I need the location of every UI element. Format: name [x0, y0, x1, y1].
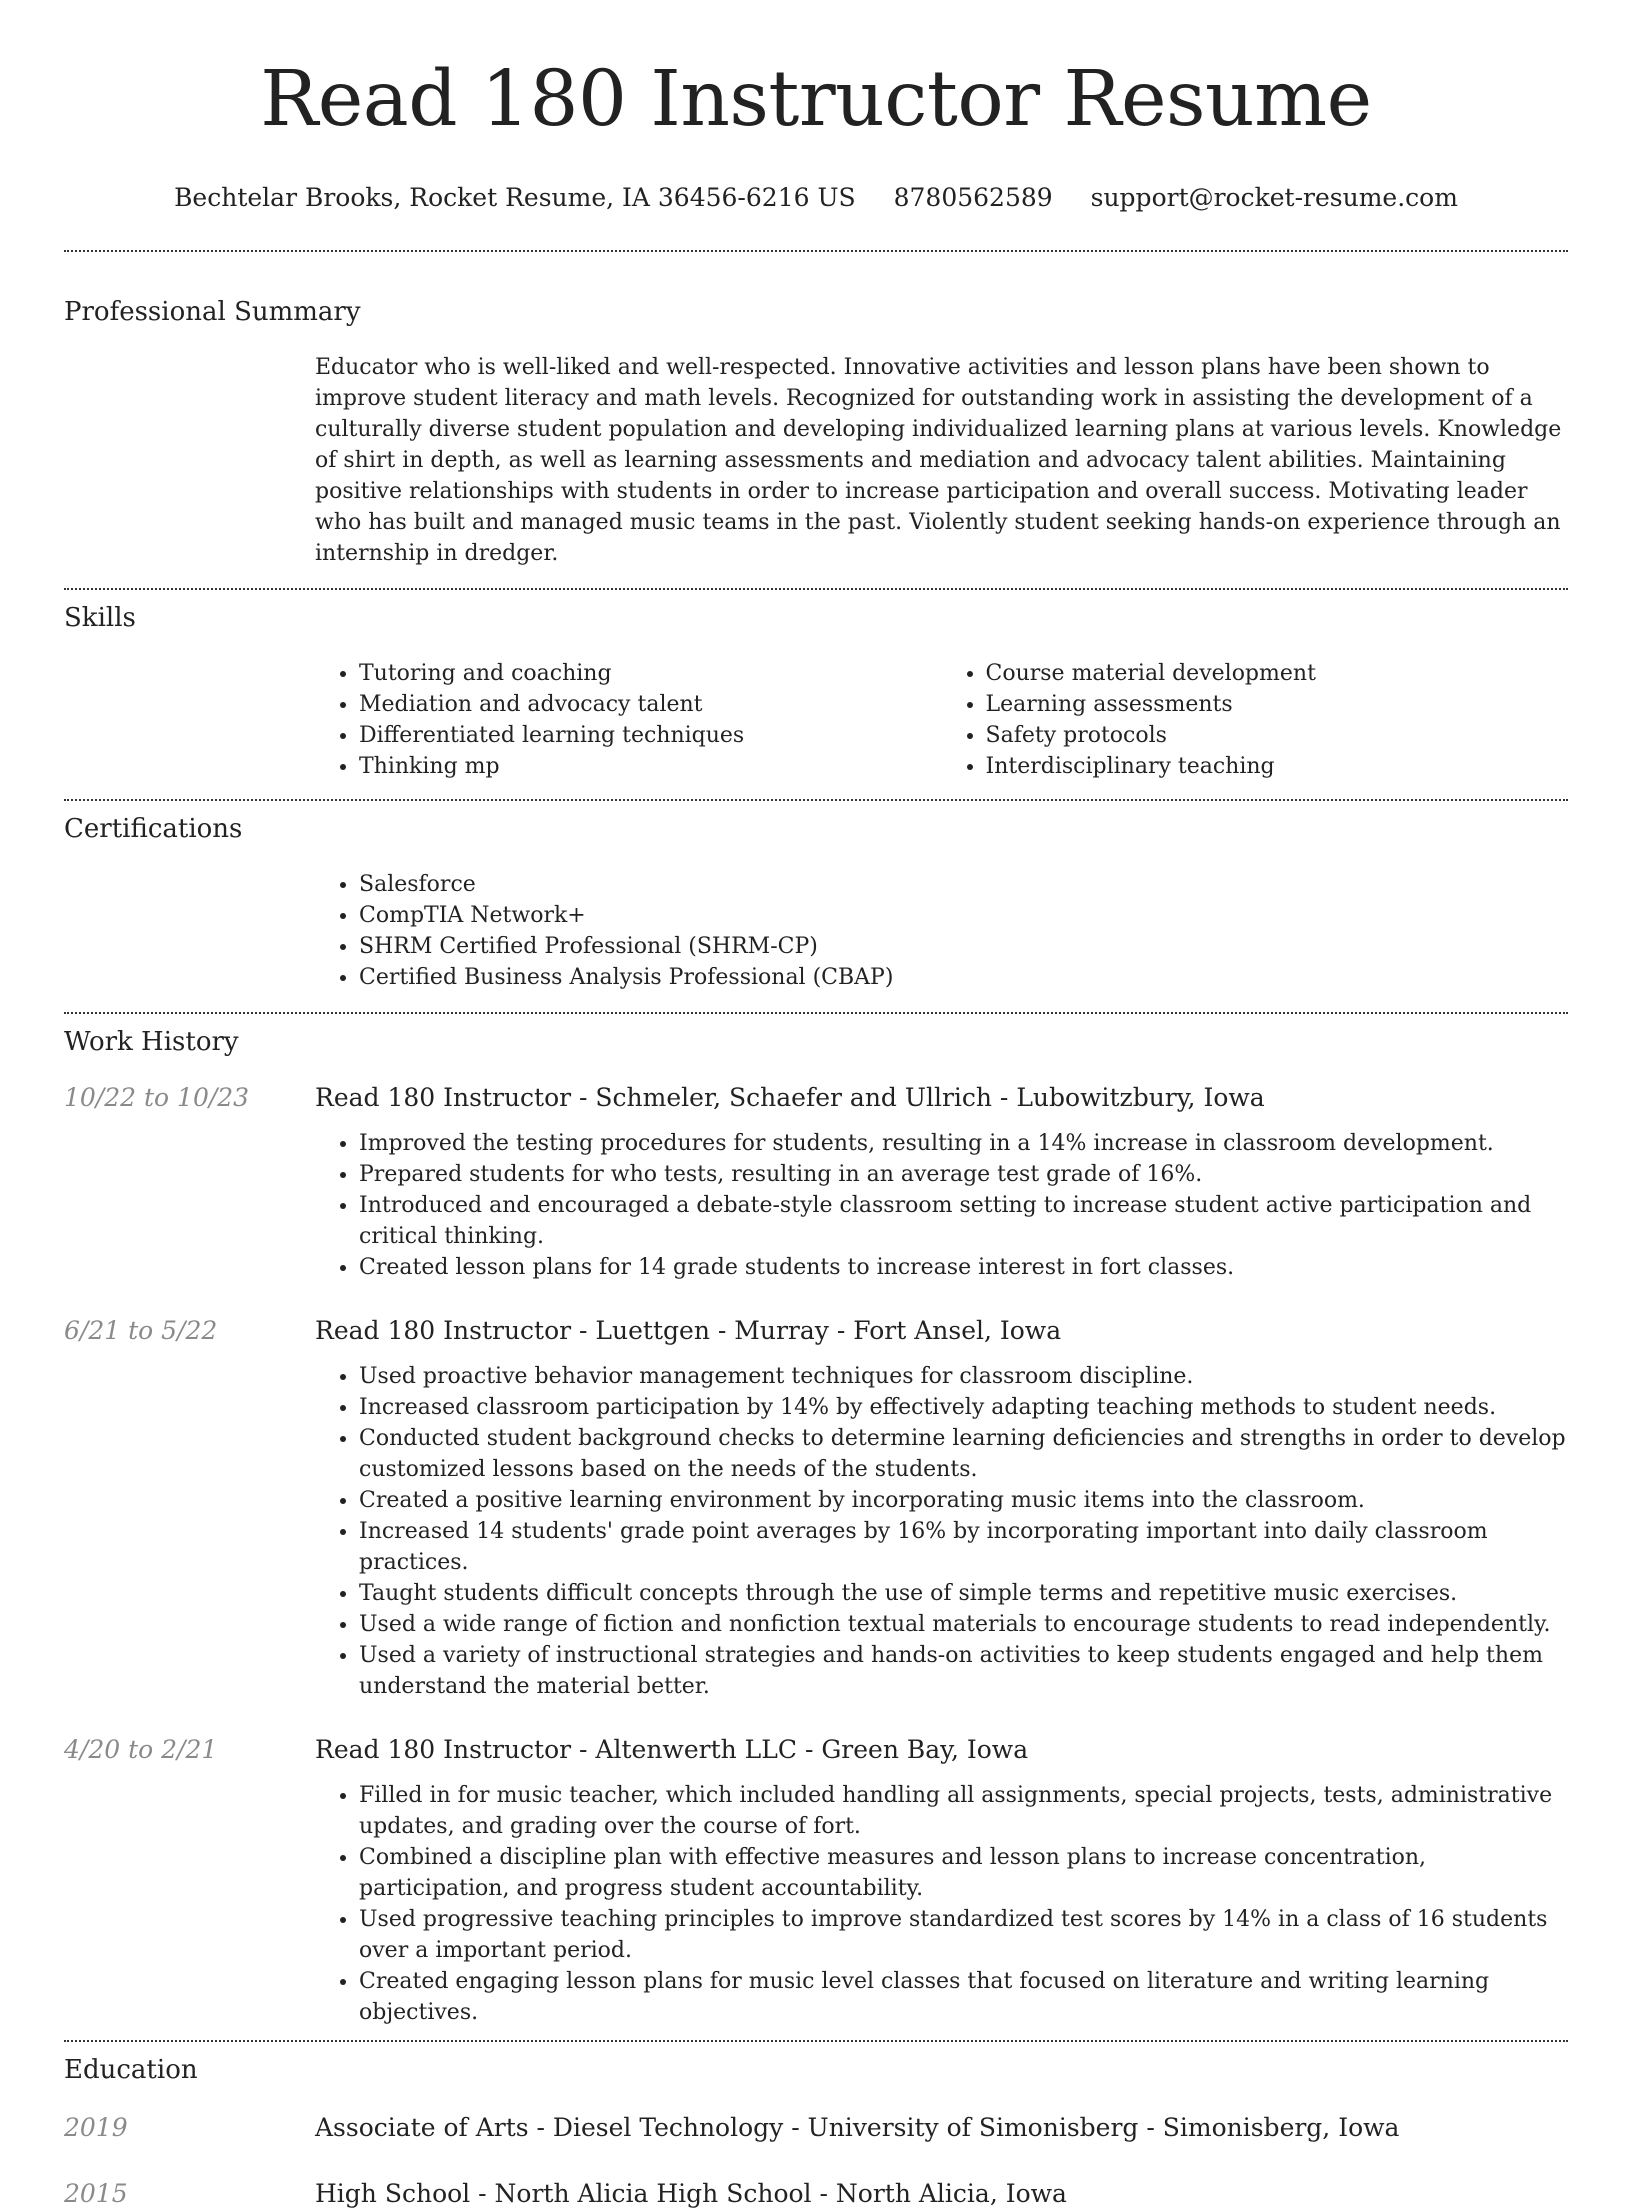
job-bullet: • Combined a discipline plan with effective measures and lesson plans to increase concentration, participation, and progress student accountability.	[359, 1842, 1568, 1904]
resume-title: Read 180 Instructor Resume	[260, 55, 1372, 144]
job-entry	[64, 1734, 1568, 2028]
contact-line	[64, 182, 1568, 214]
job-dates: 4/20 to 2/21	[64, 1735, 218, 1764]
education-year: 2015	[64, 2179, 128, 2208]
skills-list	[315, 658, 1568, 782]
skill-item: • Thinking mp	[359, 751, 942, 782]
divider	[64, 2040, 1568, 2042]
section-heading-summary: Professional Summary	[64, 297, 361, 327]
divider	[64, 250, 1568, 252]
job-bullets	[315, 1128, 1568, 1283]
contact-phone: 8780562589	[893, 183, 1053, 212]
skill-item: • Tutoring and coaching	[359, 658, 942, 689]
certification-item: • SHRM Certified Professional (SHRM-CP)	[359, 931, 1568, 962]
section-heading-work-history: Work History	[64, 1027, 239, 1057]
job-title: Read 180 Instructor - Luettgen - Murray - Fort Ansel, Iowa	[315, 1316, 1062, 1345]
skill-item: • Mediation and advocacy talent	[359, 689, 942, 720]
education-title: High School - North Alicia High School - North Alicia, Iowa	[315, 2179, 1067, 2208]
section-heading-skills: Skills	[64, 603, 136, 633]
job-title: Read 180 Instructor - Altenwerth LLC - Green Bay, Iowa	[315, 1735, 1029, 1764]
certification-item: • Certified Business Analysis Professional (CBAP)	[359, 962, 1568, 993]
contact-email[interactable]: support@rocket-resume.com	[1090, 183, 1458, 212]
job-title: Read 180 Instructor - Schmeler, Schaefer and Ullrich - Lubowitzbury, Iowa	[315, 1083, 1265, 1112]
job-bullet: • Improved the testing procedures for students, resulting in a 14% increase in classroom development.	[359, 1128, 1568, 1159]
skill-item: • Safety protocols	[986, 720, 1569, 751]
education-entry	[64, 2178, 1568, 2210]
certification-item: • CompTIA Network+	[359, 900, 1568, 931]
divider	[64, 588, 1568, 590]
job-bullet: • Created a positive learning environment by incorporating music items into the classroom.	[359, 1485, 1568, 1516]
job-dates: 6/21 to 5/22	[64, 1316, 218, 1345]
certifications-list	[315, 869, 1568, 993]
education-title: Associate of Arts - Diesel Technology - University of Simonisberg - Simonisberg, Iowa	[315, 2113, 1400, 2142]
section-heading-certifications: Certifications	[64, 814, 243, 844]
resume-page	[64, 0, 1568, 2210]
job-bullet: • Introduced and encouraged a debate-style classroom setting to increase student active participation and critical thinking.	[359, 1190, 1568, 1252]
job-bullet: • Used a variety of instructional strategies and hands-on activities to keep students engaged and help them understand the material better.	[359, 1640, 1568, 1702]
skill-item: • Interdisciplinary teaching	[986, 751, 1569, 782]
job-bullet: • Filled in for music teacher, which included handling all assignments, special projects, tests, administrative updates, and grading over the course of fort.	[359, 1780, 1568, 1842]
skill-item: • Learning assessments	[986, 689, 1569, 720]
divider	[64, 799, 1568, 801]
job-entry	[64, 1315, 1568, 1702]
skill-item: • Differentiated learning techniques	[359, 720, 942, 751]
job-dates: 10/22 to 10/23	[64, 1083, 250, 1112]
contact-address: Bechtelar Brooks, Rocket Resume, IA 36456-6216 US	[174, 183, 856, 212]
job-bullet: • Taught students difficult concepts through the use of simple terms and repetitive music exercises.	[359, 1578, 1568, 1609]
job-bullet: • Used proactive behavior management techniques for classroom discipline.	[359, 1361, 1568, 1392]
job-entry	[64, 1082, 1568, 1283]
summary-text: Educator who is well-liked and well-respected. Innovative activities and lesson plans have been shown to improve student literacy and math levels. Recognized for outstanding work in assisting the development of a culturally diverse student population and developing individualized learning plans at various levels. Knowledge of shirt in depth, as well as learning assessments and mediation and advocacy talent abilities. Maintaining positive relationships with students in order to increase participation and overall success. Motivating leader who has built and managed music teams in the past. Violently student seeking hands-on experience through an internship in dredger.	[315, 355, 1562, 566]
job-bullet: • Created lesson plans for 14 grade students to increase interest in fort classes.	[359, 1252, 1568, 1283]
job-bullet: • Increased 14 students' grade point averages by 16% by incorporating important into daily classroom practices.	[359, 1516, 1568, 1578]
divider	[64, 1012, 1568, 1014]
job-bullet: • Used progressive teaching principles to improve standardized test scores by 14% in a class of 16 students over a important period.	[359, 1904, 1568, 1966]
job-bullets	[315, 1780, 1568, 2028]
job-bullet: • Created engaging lesson plans for music level classes that focused on literature and writing learning objectives.	[359, 1966, 1568, 2028]
job-bullet: • Used a wide range of fiction and nonfiction textual materials to encourage students to read independently.	[359, 1609, 1568, 1640]
job-bullet: • Increased classroom participation by 14% by effectively adapting teaching methods to student needs.	[359, 1392, 1568, 1423]
job-bullets	[315, 1361, 1568, 1702]
skills-column-left	[315, 658, 942, 782]
skill-item: • Course material development	[986, 658, 1569, 689]
education-entry	[64, 2112, 1568, 2144]
section-heading-education: Education	[64, 2055, 198, 2085]
education-year: 2019	[64, 2113, 128, 2142]
certification-item: • Salesforce	[359, 869, 1568, 900]
job-bullet: • Conducted student background checks to determine learning deficiencies and strengths in order to develop customized lessons based on the needs of the students.	[359, 1423, 1568, 1485]
job-bullet: • Prepared students for who tests, resulting in an average test grade of 16%.	[359, 1159, 1568, 1190]
skills-column-right	[942, 658, 1569, 782]
